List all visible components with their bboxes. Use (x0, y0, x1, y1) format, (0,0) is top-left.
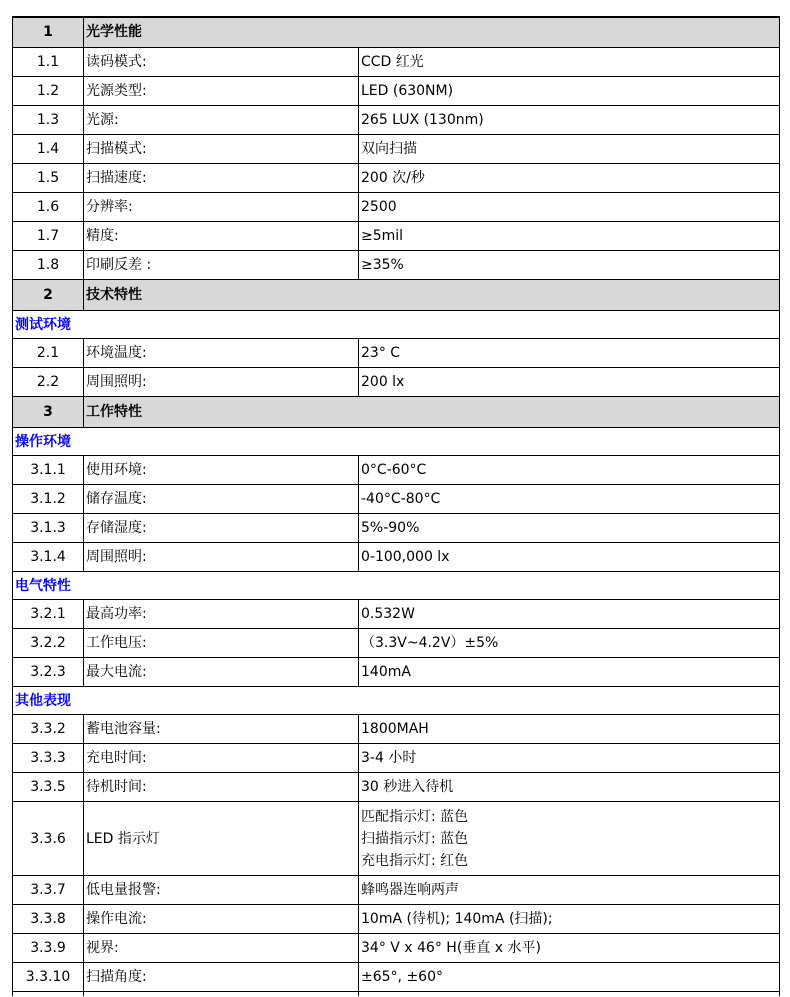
spec-value: ≥35% (359, 251, 780, 280)
spec-label: 光源: (84, 106, 359, 135)
partial-row (13, 992, 780, 997)
spec-number: 3.1.3 (13, 514, 84, 543)
subsection-title: 操作环境 (13, 428, 780, 456)
spec-row (13, 77, 780, 106)
spec-value: 2500 (359, 193, 780, 222)
spec-number: 3.3.7 (13, 876, 84, 905)
spec-label: 低电量报警: (84, 876, 359, 905)
spec-value: 5%-90% (359, 514, 780, 543)
spec-row (13, 600, 780, 629)
spec-row (13, 905, 780, 934)
spec-label: 最大电流: (84, 658, 359, 687)
spec-number: 1.7 (13, 222, 84, 251)
spec-row (13, 251, 780, 280)
spec-value: ±65°, ±60° (359, 963, 780, 992)
partial-cell (359, 992, 780, 997)
spec-number: 3.3.8 (13, 905, 84, 934)
spec-row (13, 744, 780, 773)
subsection-header (13, 687, 780, 715)
spec-number: 1.6 (13, 193, 84, 222)
section-title: 工作特性 (84, 397, 780, 428)
spec-number: 3.2.1 (13, 600, 84, 629)
spec-value: 1800MAH (359, 715, 780, 744)
spec-number: 3.3.10 (13, 963, 84, 992)
spec-label: 周围照明: (84, 543, 359, 572)
spec-label: 储存温度: (84, 485, 359, 514)
spec-row (13, 802, 780, 876)
spec-label: 视界: (84, 934, 359, 963)
spec-table-body (13, 17, 780, 997)
spec-number: 3.3.6 (13, 802, 84, 876)
section-header (13, 17, 780, 48)
section-header (13, 397, 780, 428)
spec-label: 待机时间: (84, 773, 359, 802)
spec-value: 蜂鸣器连响两声 (359, 876, 780, 905)
section-title: 技术特性 (84, 280, 780, 311)
spec-label: 扫描模式: (84, 135, 359, 164)
section-number: 1 (13, 17, 84, 48)
spec-number: 1.4 (13, 135, 84, 164)
subsection-title: 测试环境 (13, 311, 780, 339)
spec-value: 30 秒进入待机 (359, 773, 780, 802)
section-title: 光学性能 (84, 17, 780, 48)
spec-row (13, 456, 780, 485)
spec-row (13, 629, 780, 658)
spec-label: 环境温度: (84, 339, 359, 368)
spec-value: 23° C (359, 339, 780, 368)
spec-row (13, 658, 780, 687)
spec-number: 3.2.2 (13, 629, 84, 658)
table-top-border (12, 16, 779, 18)
spec-value-line: 扫描指示灯: 蓝色 (361, 830, 469, 847)
spec-row (13, 543, 780, 572)
spec-label: 操作电流: (84, 905, 359, 934)
partial-cell (84, 992, 359, 997)
spec-label: 扫描角度: (84, 963, 359, 992)
subsection-header (13, 428, 780, 456)
spec-row (13, 715, 780, 744)
spec-label: LED 指示灯 (84, 802, 359, 876)
spec-label: 工作电压: (84, 629, 359, 658)
spec-label: 存储湿度: (84, 514, 359, 543)
spec-row (13, 106, 780, 135)
spec-number: 3.1.2 (13, 485, 84, 514)
spec-value: 200 lx (359, 368, 780, 397)
spec-value: 0-100,000 lx (359, 543, 780, 572)
spec-row (13, 514, 780, 543)
spec-number: 1.8 (13, 251, 84, 280)
subsection-title: 其他表现 (13, 687, 780, 715)
spec-number: 1.5 (13, 164, 84, 193)
spec-row (13, 773, 780, 802)
spec-number: 2.1 (13, 339, 84, 368)
spec-row (13, 135, 780, 164)
subsection-title: 电气特性 (13, 572, 780, 600)
spec-number: 3.2.3 (13, 658, 84, 687)
spec-number: 3.3.3 (13, 744, 84, 773)
spec-row (13, 164, 780, 193)
spec-row (13, 876, 780, 905)
spec-value: -40°C-80°C (359, 485, 780, 514)
spec-number: 3.3.5 (13, 773, 84, 802)
subsection-header (13, 311, 780, 339)
spec-label: 蓄电池容量: (84, 715, 359, 744)
spec-row (13, 963, 780, 992)
spec-row (13, 368, 780, 397)
spec-value: 0°C-60°C (359, 456, 780, 485)
spec-number: 2.2 (13, 368, 84, 397)
spec-label: 分辨率: (84, 193, 359, 222)
section-number: 2 (13, 280, 84, 311)
spec-row (13, 222, 780, 251)
spec-label: 周围照明: (84, 368, 359, 397)
spec-value (359, 802, 780, 876)
spec-value: CCD 红光 (359, 48, 780, 77)
spec-label: 使用环境: (84, 456, 359, 485)
section-header (13, 280, 780, 311)
subsection-header (13, 572, 780, 600)
spec-value: 265 LUX (130nm) (359, 106, 780, 135)
section-number: 3 (13, 397, 84, 428)
partial-cell (13, 992, 84, 997)
spec-row (13, 193, 780, 222)
spec-value: 140mA (359, 658, 780, 687)
spec-value: 3-4 小时 (359, 744, 780, 773)
spec-value: 双向扫描 (359, 135, 780, 164)
spec-table (12, 16, 780, 996)
spec-label: 扫描速度: (84, 164, 359, 193)
spec-value-line: 充电指示灯: 红色 (361, 852, 469, 869)
spec-number: 3.1.1 (13, 456, 84, 485)
spec-number: 1.2 (13, 77, 84, 106)
spec-value: 34° V x 46° H(垂直 x 水平) (359, 934, 780, 963)
spec-number: 3.3.2 (13, 715, 84, 744)
spec-label: 印刷反差 : (84, 251, 359, 280)
spec-label: 读码模式: (84, 48, 359, 77)
spec-number: 3.1.4 (13, 543, 84, 572)
spec-row (13, 934, 780, 963)
spec-value: （3.3V~4.2V）±5% (359, 629, 780, 658)
spec-row (13, 485, 780, 514)
spec-value: 0.532W (359, 600, 780, 629)
spec-label: 充电时间: (84, 744, 359, 773)
spec-row (13, 339, 780, 368)
spec-number: 3.3.9 (13, 934, 84, 963)
spec-row (13, 48, 780, 77)
spec-label: 最高功率: (84, 600, 359, 629)
spec-value: 10mA (待机); 140mA (扫描); (359, 905, 780, 934)
spec-value: 200 次/秒 (359, 164, 780, 193)
spec-value-line: 匹配指示灯: 蓝色 (361, 808, 469, 825)
spec-value: LED (630NM) (359, 77, 780, 106)
spec-number: 1.1 (13, 48, 84, 77)
spec-label: 光源类型: (84, 77, 359, 106)
spec-value: ≥5mil (359, 222, 780, 251)
spec-label: 精度: (84, 222, 359, 251)
spec-number: 1.3 (13, 106, 84, 135)
